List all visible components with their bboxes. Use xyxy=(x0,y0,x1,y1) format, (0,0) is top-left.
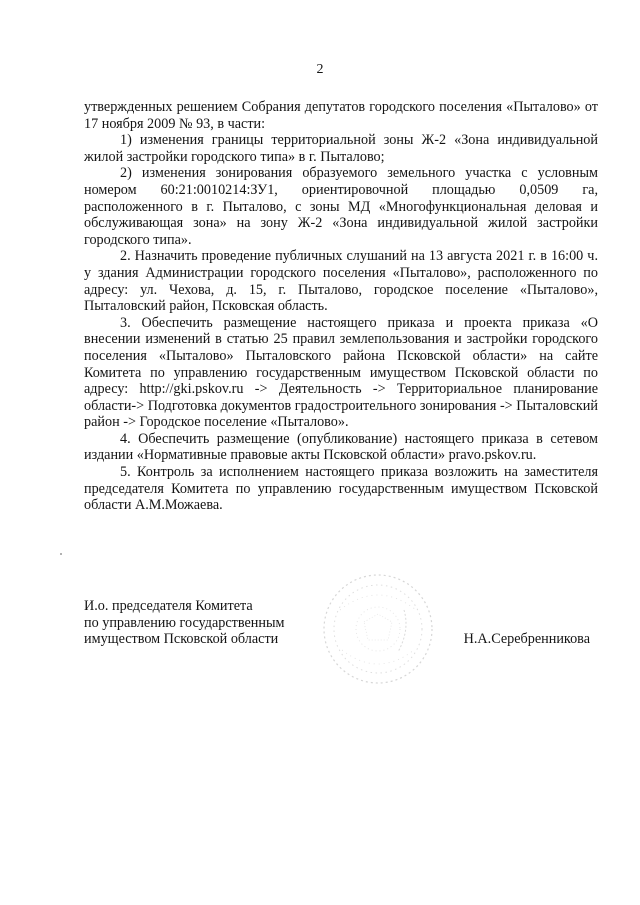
page-number: 2 xyxy=(316,62,324,77)
paragraph-website-publication: 3. Обеспечить размещение настоящего приказа и проекта приказа «О внесении изменений в статью 25 правил землепользования и застройки городского поселения «Пыталово» Пыталовского района Псковской области» на сайте Комитета по управлению государственным имуществом Псковской области по адресу: http://gki.pskov.ru -> Деятельность -> Территориальное планирование области-> Подготовка документов градостроительного зонирования -> Пыталовский район -> Городское поселение «Пыталово». xyxy=(84,314,598,431)
paragraph-online-publication: 4. Обеспечить размещение (опубликование) настоящего приказа в сетевом издании «Нормативные правовые акты Псковской области» pravo.pskov.ru. xyxy=(84,430,598,464)
document-body xyxy=(84,99,598,514)
margin-mark xyxy=(60,553,62,555)
paragraph-continuation: утвержденных решением Собрания депутатов городского поселения «Пыталово» от 17 ноября 2009 № 93, в части: xyxy=(84,99,598,132)
paragraph-hearings: 2. Назначить проведение публичных слушаний на 13 августа 2021 г. в 16:00 ч. у здания Администрации городского поселения «Пыталово», расположенного по адресу: ул. Чехова, д. 15, г. Пыталово, городское поселение «Пыталово», Пыталовский район, Псковская область. xyxy=(84,248,598,315)
signatory-title xyxy=(84,598,324,648)
signature-block xyxy=(84,598,598,658)
paragraph-control: 5. Контроль за исполнением настоящего приказа возложить на заместителя председателя Комитета по управлению государственным имуществом Псковской области А.М.Можаева. xyxy=(84,464,598,514)
signatory-title-line: по управлению государственным xyxy=(84,614,285,631)
signatory-title-line: имуществом Псковской области xyxy=(84,631,279,648)
signatory-title-line: И.о. председателя Комитета xyxy=(84,598,253,614)
paragraph-item-1: 1) изменения границы территориальной зоны Ж-2 «Зона индивидуальной жилой застройки городского типа» в г. Пыталово; xyxy=(84,132,598,165)
paragraph-item-2: 2) изменения зонирования образуемого земельного участка с условным номером 60:21:0010214:ЗУ1, ориентировочной площадью 0,0509 га, расположенного в г. Пыталово, с зоны МД «Многофункциональная деловая и обслуживающая зона» на зону Ж-2 «Зона индивидуальной жилой застройки городского типа». xyxy=(84,165,598,248)
signatory-name: Н.А.Серебренникова xyxy=(463,631,590,647)
